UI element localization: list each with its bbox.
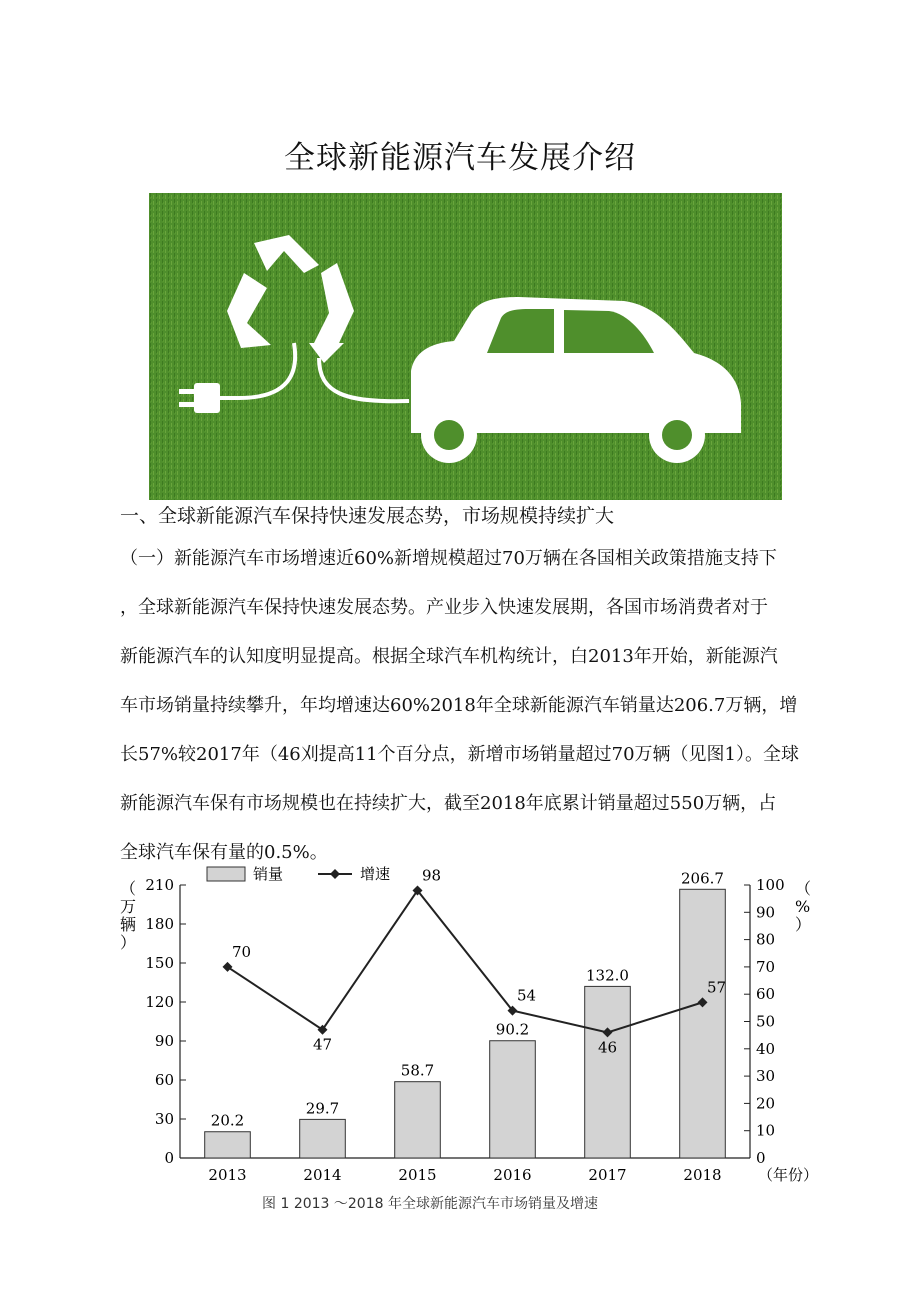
right-tick-label: 60 <box>756 985 776 1004</box>
bar-value-label: 20.2 <box>210 1111 245 1130</box>
growth-value-label: 46 <box>597 1038 618 1057</box>
left-tick-label: 210 <box>145 876 174 894</box>
left-tick-label: 60 <box>154 1071 174 1089</box>
growth-line <box>228 890 703 1032</box>
bar-value-label: 132.0 <box>586 966 629 985</box>
left-tick-label: 150 <box>145 954 174 972</box>
paragraph-line: 新能源汽车保有市场规模也在持续扩大，截至2018年底累计销量超过550万辆，占 <box>120 793 777 814</box>
ev-banner-image <box>149 193 782 500</box>
x-tick-label: 2016 <box>493 1166 532 1184</box>
right-tick-label: 100 <box>756 876 785 894</box>
x-axis-label: （年份） <box>758 1166 819 1184</box>
bar-value-label: 29.7 <box>305 1099 340 1118</box>
bar-2016 <box>490 1041 536 1158</box>
left-tick-label: 90 <box>154 1032 174 1050</box>
page-title: 全球新能源汽车发展介绍 <box>284 140 636 176</box>
bar-value-label: 58.7 <box>400 1061 435 1080</box>
left-tick-label: 120 <box>145 993 174 1011</box>
section-heading: 一、全球新能源汽车保持快速发展态势，市场规模持续扩大 <box>120 505 615 527</box>
legend-bar-swatch <box>207 867 245 881</box>
x-tick-label: 2017 <box>588 1166 627 1184</box>
growth-value-label: 47 <box>312 1035 333 1054</box>
bar-2015 <box>395 1082 441 1158</box>
right-tick-label: 10 <box>756 1121 776 1140</box>
left-tick-label: 30 <box>154 1110 174 1128</box>
bar-2018 <box>680 889 726 1158</box>
left-tick-label: 0 <box>164 1149 174 1167</box>
right-tick-label: 90 <box>756 903 776 922</box>
x-tick-label: 2015 <box>398 1166 437 1184</box>
left-tick-label: 180 <box>145 915 174 933</box>
sales-growth-chart <box>110 862 830 1192</box>
x-tick-label: 2013 <box>208 1166 247 1184</box>
bar-2013 <box>205 1132 251 1158</box>
bar-value-label: 206.7 <box>681 869 724 888</box>
growth-value-label: 70 <box>231 942 252 961</box>
growth-value-label: 54 <box>516 986 537 1005</box>
paragraph-line: 长57%较2017年（46刈提高11个百分点，新增市场销量超过70万辆（见图1）。全球 <box>120 744 799 765</box>
growth-value-label: 57 <box>706 978 727 997</box>
figure-caption: 图 1 2013 ～2018 年全球新能源汽车市场销量及增速 <box>262 1196 598 1212</box>
right-tick-label: 80 <box>756 930 776 949</box>
paragraph-line: 全球汽车保有量的0.5%。 <box>120 842 328 863</box>
right-tick-label: 40 <box>756 1039 776 1058</box>
body-paragraph <box>120 534 820 877</box>
paragraph-line: 新能源汽车的认知度明显提高。根据全球汽车机构统计，白2013年开始，新能源汽 <box>120 646 778 667</box>
paragraph-line: ，全球新能源汽车保持快速发展态势。产业步入快速发展期，各国市场消费者对于 <box>120 597 768 618</box>
right-tick-label: 50 <box>756 1012 776 1031</box>
x-tick-label: 2014 <box>303 1166 342 1184</box>
bar-2017 <box>585 986 631 1158</box>
legend-bar-label: 销量 <box>253 865 284 883</box>
bar-2014 <box>300 1119 346 1158</box>
paragraph-line: 车市场销量持续攀升，年均增速达60%2018年全球新能源汽车销量达206.7万辆，增 <box>120 695 798 716</box>
paragraph-line: （一）新能源汽车市场增速近60%新增规模超过70万辆在各国相关政策措施支持下 <box>120 548 777 569</box>
x-tick-label: 2018 <box>683 1166 722 1184</box>
right-tick-label: 70 <box>756 957 776 976</box>
right-tick-label: 0 <box>756 1149 766 1167</box>
right-axis-label: （%） <box>795 879 812 934</box>
legend-line-marker <box>330 869 340 879</box>
growth-value-label: 98 <box>421 866 442 885</box>
right-tick-label: 30 <box>756 1067 776 1086</box>
legend-line-label: 增速 <box>360 865 391 883</box>
left-axis-label: （万辆） <box>120 879 137 952</box>
right-tick-label: 20 <box>756 1094 776 1113</box>
bar-value-label: 90.2 <box>495 1020 530 1039</box>
